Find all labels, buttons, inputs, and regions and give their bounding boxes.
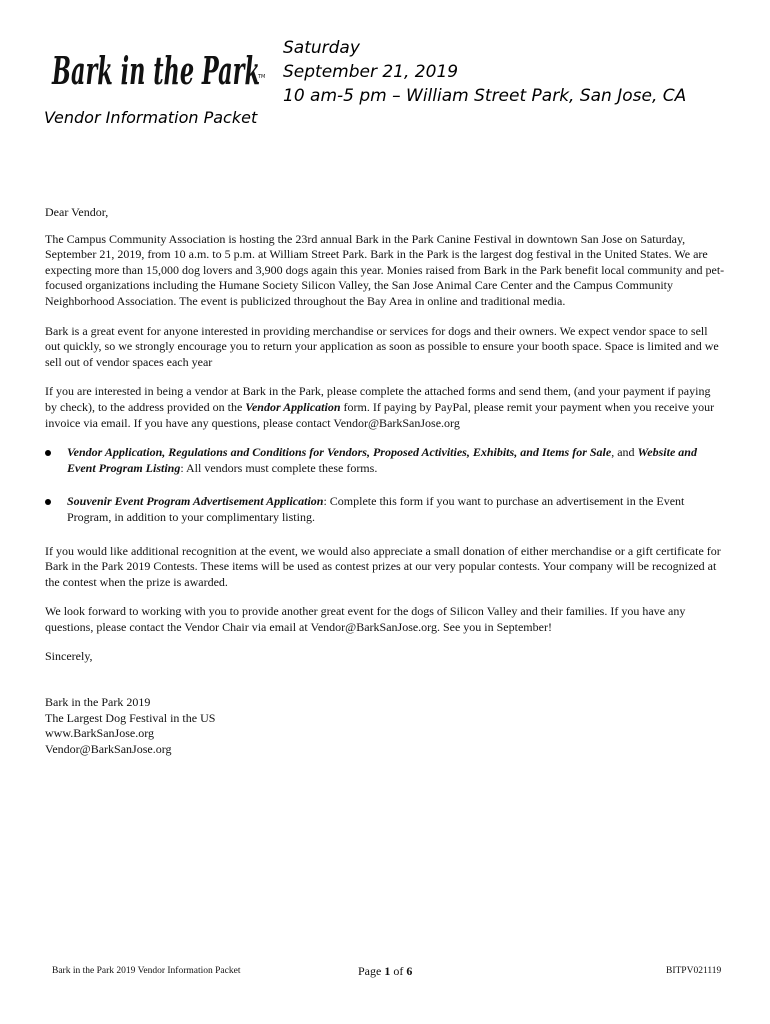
paragraph-closing-remarks: We look forward to working with you to provide another great event for the dogs of Silicon Valley and their families. If you have any questions, please contact the Vendor Chair via email at Vendor@BarkSanJose.org. See you in September! bbox=[45, 604, 686, 634]
bullet1-desc: : All vendors must complete these forms. bbox=[180, 460, 378, 475]
signature-block bbox=[45, 695, 725, 757]
bullet-icon bbox=[45, 450, 51, 456]
page-total: 6 bbox=[406, 964, 413, 978]
forms-list bbox=[45, 445, 725, 525]
signature-website: www.BarkSanJose.org bbox=[45, 726, 154, 741]
list-item bbox=[45, 445, 725, 476]
page-current: 1 bbox=[384, 964, 391, 978]
letter-body bbox=[45, 205, 725, 757]
signature-tagline: The Largest Dog Festival in the US bbox=[45, 710, 216, 725]
signature-org: Bark in the Park 2019 bbox=[45, 695, 151, 710]
document-code: BITPV021119 bbox=[666, 966, 722, 976]
closing: Sincerely, bbox=[45, 649, 93, 664]
page-of: of bbox=[390, 964, 407, 978]
bullet1-joiner: , and bbox=[611, 445, 638, 460]
event-info bbox=[283, 36, 686, 108]
footer-document-title: Bark in the Park 2019 Vendor Information Packet bbox=[52, 966, 241, 976]
paragraph-instructions bbox=[45, 384, 725, 431]
packet-title: Vendor Information Packet bbox=[44, 108, 258, 127]
logo-wordmark: Bark in the Park bbox=[51, 48, 260, 93]
salutation: Dear Vendor, bbox=[45, 205, 109, 219]
logo-graphic bbox=[50, 40, 272, 98]
instructions-text-2: form. If paying by PayPal, please remit your payment when you receive your invoice via email. If you have any questions, please contact Vendor@BarkSanJose.org bbox=[45, 399, 715, 430]
instructions-text-1: If you are interested in being a vendor at Bark in the Park, please complete the attached forms and send them, (and your payment if paying by check), to the address provided on the bbox=[45, 384, 711, 414]
event-time-place: 10 am-5 pm – William Street Park, San Jose, CA bbox=[283, 86, 687, 106]
bullet2-form: Souvenir Event Program Advertisement Application bbox=[67, 494, 324, 509]
paragraph-intro: The Campus Community Association is hosting the 23rd annual Bark in the Park Canine Festival in downtown San Jose on Saturday, September 21, 2019, from 10 a.m. to 5 p.m. at William Street Park. Bark in the Park is the largest dog festival in the United States. We are expecting more than 15,000 dog lovers and 3,900 dogs again this year. Monies raised from Bark in the Park benefit local community and pet-focused organizations including the Humane Society Silicon Valley, the San Jose Animal Care Center and the Campus Community Neighborhood Association. The event is publicized throughout the Bay Area in online and traditional media. bbox=[45, 231, 725, 308]
page-number bbox=[358, 964, 412, 979]
bark-in-the-park-logo bbox=[50, 40, 272, 98]
bullet1-forms: Vendor Application, Regulations and Conditions for Vendors, Proposed Activities, Exhibits, and Items for Sale bbox=[67, 445, 612, 460]
bullet1-listing: Website and Event Program Listing bbox=[67, 445, 697, 475]
page-prefix: Page bbox=[358, 964, 385, 978]
event-date: September 21, 2019 bbox=[283, 62, 459, 82]
signature-email: Vendor@BarkSanJose.org bbox=[45, 741, 172, 756]
vendor-application-ref: Vendor Application bbox=[245, 399, 341, 414]
paragraph-recognition: If you would like additional recognition at the event, we would also appreciate a small donation of either merchandise or a gift certificate for Bark in the Park 2019 Contests. These items will be used as contest prizes at our very popular contests. Your company will be recognized at the contest when the prize is awarded. bbox=[45, 543, 721, 589]
paragraph-vendor-space: Bark is a great event for anyone interested in providing merchandise or services for dogs and their owners. We expect vendor space to sell out quickly, so we strongly encourage you to return your application as soon as possible to ensure your booth space. Space is limited and we sell out of vendor spaces each year bbox=[45, 323, 719, 369]
bullet-icon bbox=[45, 499, 51, 505]
list-item bbox=[45, 494, 725, 525]
event-day: Saturday bbox=[283, 38, 360, 58]
logo-trademark: TM bbox=[258, 74, 266, 80]
bullet2-desc: : Complete this form if you want to purchase an advertisement in the Event Program, in addition to your complimentary listing. bbox=[67, 494, 685, 524]
